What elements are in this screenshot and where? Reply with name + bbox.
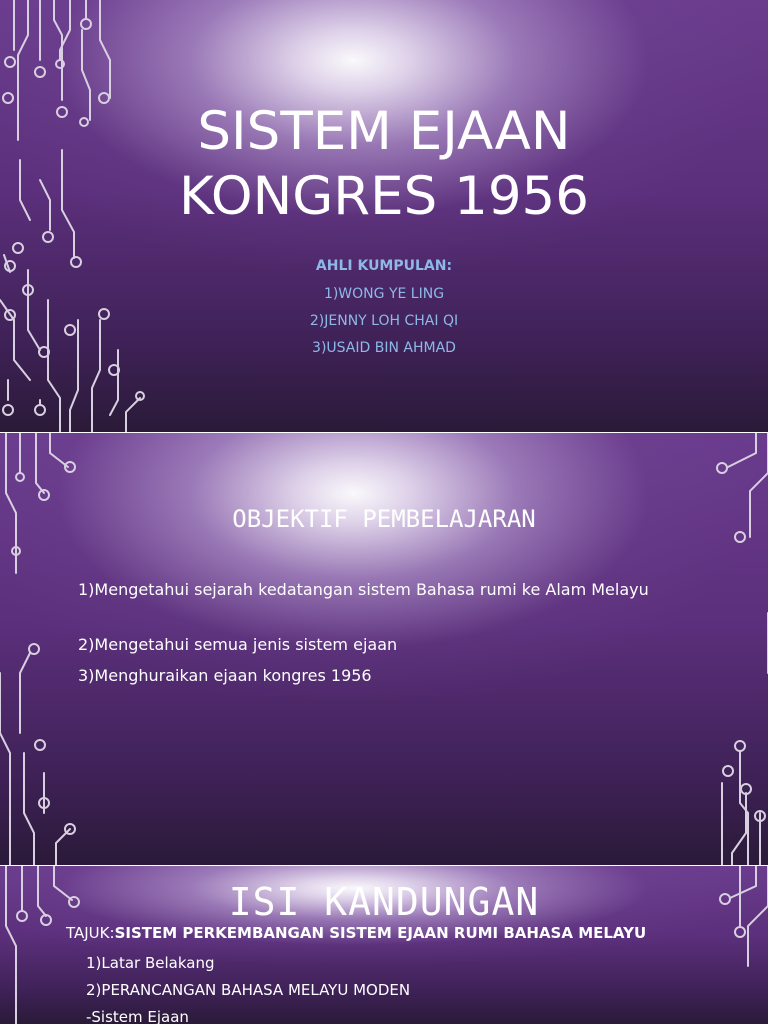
topic-line	[66, 924, 646, 942]
slide-title	[0, 0, 768, 432]
topic-label: TAJUK:	[66, 924, 115, 942]
contents-item-1: 1)Latar Belakang	[86, 954, 215, 972]
members-heading: AHLI KUMPULAN:	[315, 258, 453, 274]
objective-2: 2)Mengetahui semua jenis sistem ejaan	[78, 635, 398, 654]
member-2: 2)JENNY LOH CHAI QI	[309, 313, 459, 329]
slide-contents	[0, 866, 768, 1024]
title-line-1: SISTEM EJAAN	[197, 101, 571, 162]
objective-3: 3)Menghuraikan ejaan kongres 1956	[78, 666, 372, 685]
contents-title: ISI KANDUNGAN	[228, 880, 540, 924]
objectives-title: OBJEKTIF PEMBELAJARAN	[232, 505, 536, 533]
title-line-2: KONGRES 1956	[179, 166, 589, 227]
objective-1: 1)Mengetahui sejarah kedatangan sistem Bahasa rumi ke Alam Melayu	[78, 580, 649, 599]
member-3: 3)USAID BIN AHMAD	[312, 340, 456, 356]
contents-item-2: 2)PERANCANGAN BAHASA MELAYU MODEN	[86, 981, 411, 999]
slide-objectives	[0, 433, 768, 865]
member-1: 1)WONG YE LING	[323, 286, 445, 302]
topic-value: SISTEM PERKEMBANGAN SISTEM EJAAN RUMI BAHASA MELAYU	[114, 924, 647, 942]
contents-item-3: -Sistem Ejaan	[86, 1008, 189, 1024]
